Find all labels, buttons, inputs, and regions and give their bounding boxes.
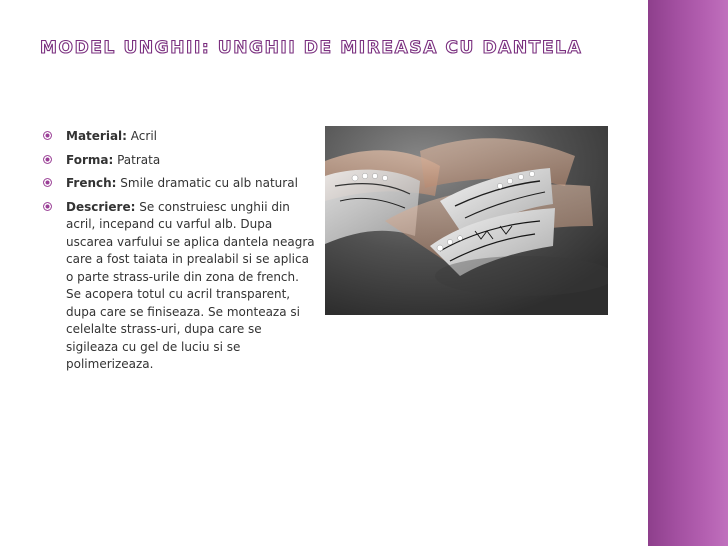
- slide-title: MODEL UNGHII: UNGHII DE MIREASA CU DANTELA: [40, 38, 583, 58]
- circle-bullet-icon: [43, 131, 52, 140]
- circle-bullet-icon: [43, 202, 52, 211]
- circle-bullet-icon: [43, 155, 52, 164]
- nails-photo-illustration: [325, 126, 608, 315]
- side-decorative-stripe: [648, 0, 728, 546]
- bullet-text: Patrata: [113, 152, 161, 167]
- bullet-item-descriere: [40, 199, 315, 374]
- nails-photo: [325, 126, 608, 315]
- bullet-label: French:: [66, 176, 117, 190]
- bullet-text: Smile dramatic cu alb natural: [116, 176, 298, 190]
- bullet-label: Material:: [66, 129, 127, 143]
- circle-bullet-icon: [43, 178, 52, 187]
- bullet-list: [40, 128, 315, 380]
- bullet-text: Acril: [126, 129, 157, 143]
- bullet-item-material: [40, 128, 315, 146]
- bullet-text: Se construiesc unghii din acril, incepand cu varful alb. Dupa uscarea varfului se aplica dantela neagra care a fost taiata in prealabil si se aplica o parte strass-urile din zona de french. Se acopera totul cu acril transparent, dupa care se finiseaza. Se monteaza si celelalte strass-uri, dupa care se sigileaza cu gel de luciu si se polimerizeaza.: [66, 199, 315, 371]
- bullet-label: Forma:: [66, 152, 114, 167]
- bullet-item-forma: [40, 152, 315, 170]
- bullet-label: Descriere:: [66, 199, 136, 214]
- bullet-item-french: [40, 175, 315, 193]
